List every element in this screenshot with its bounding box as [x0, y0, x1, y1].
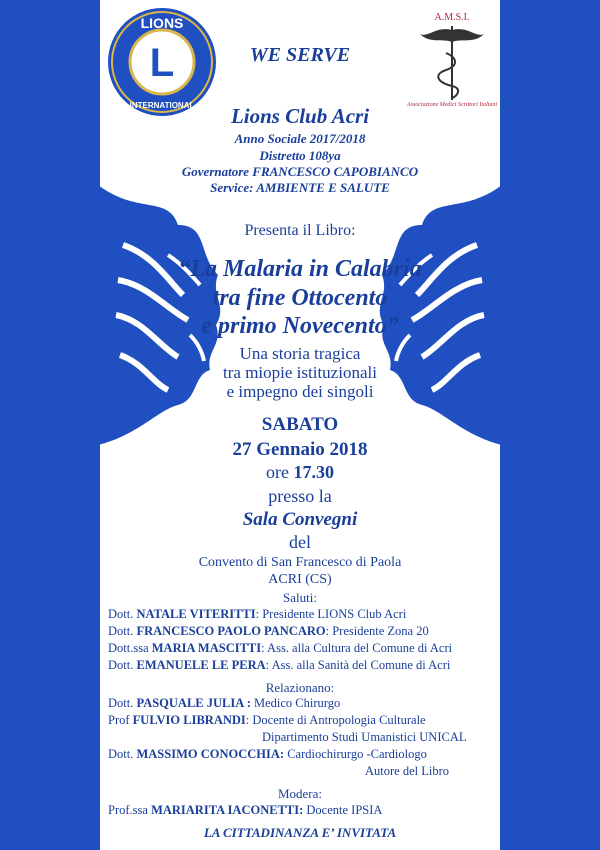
moderator-role: Docente IPSIA: [303, 803, 383, 817]
greeting-role: : Presidente LIONS Club Acri: [255, 607, 407, 621]
amsi-title: A.M.S.I.: [434, 12, 470, 23]
greeting-role: : Ass. alla Sanità del Comune di Acri: [265, 658, 451, 672]
lions-logo-text: LIONS: [140, 15, 184, 31]
book-title-line2: tra fine Ottocento: [212, 285, 388, 311]
event-hall: Sala Convegni: [242, 509, 358, 530]
greeting-name: EMANUELE LE PERA: [136, 658, 266, 672]
club-district: Distretto 108ya: [259, 148, 341, 163]
greeting-name: NATALE VITERITTI: [136, 607, 256, 621]
greeting-row: [108, 607, 406, 622]
event-city: ACRI (CS): [268, 572, 332, 587]
book-title-line3: e primo Novecento”: [201, 313, 399, 339]
speaker-name: MASSIMO CONOCCHIA:: [136, 747, 285, 761]
lions-logo-letter: L: [149, 41, 175, 85]
greeting-row: [108, 624, 429, 639]
moderator-heading: Modera:: [277, 786, 323, 801]
event-of: del: [289, 532, 311, 552]
greeting-row: [108, 641, 452, 656]
event-place-prefix: presso la: [268, 486, 332, 506]
speaker-row: [108, 747, 427, 762]
speaker-role-continuation: Autore del Libro: [365, 764, 450, 778]
book-subtitle-line2: tra miopie istituzionali: [223, 363, 377, 382]
invite-footer: LA CITTADINANZA E’ INVITATA: [203, 825, 397, 840]
event-time-row: [0, 462, 600, 483]
moderator-name: MARIARITA IACONETTI:: [151, 803, 304, 817]
club-name: Lions Club Acri: [230, 104, 370, 128]
amsi-ring-text: Associazione Medici Scrittori Italiani: [406, 102, 498, 108]
speaker-role-continuation: Dipartimento Studi Umanistici UNICAL: [262, 730, 467, 744]
greeting-row: [108, 658, 450, 673]
event-venue: Convento di San Francesco di Paola: [198, 555, 402, 570]
greeting-role: : Presidente Zona 20: [325, 624, 429, 638]
club-governor: Governatore FRANCESCO CAPOBIANCO: [181, 164, 419, 179]
motto: WE SERVE: [249, 44, 351, 66]
speaker-row: [108, 696, 340, 711]
moderator-row: [108, 803, 382, 818]
speaker-role: : Docente di Antropologia Culturale: [245, 713, 426, 727]
book-subtitle-line3: e impegno dei singoli: [226, 382, 374, 401]
event-time: 17.30: [293, 462, 334, 482]
speaker-title: Prof: [108, 713, 130, 727]
greeting-name: MARIA MASCITTI: [151, 641, 262, 655]
greeting-title: Dott.: [108, 658, 134, 672]
event-date: 27 Gennaio 2018: [232, 439, 368, 460]
greeting-title: Dott.ssa: [108, 641, 149, 655]
speaker-name: PASQUALE JULIA :: [136, 696, 251, 710]
event-time-prefix: ore: [266, 462, 289, 482]
speaker-name: FULVIO LIBRANDI: [132, 713, 246, 727]
club-year: Anno Sociale 2017/2018: [234, 131, 366, 146]
speaker-role: Cardiochirurgo -Cardiologo: [284, 747, 427, 761]
event-day: SABATO: [261, 414, 339, 435]
lions-logo-sub: INTERNATIONAL: [129, 101, 195, 110]
book-intro: Presenta il Libro:: [244, 222, 356, 239]
greeting-role: : Ass. alla Cultura del Comune di Acri: [261, 641, 453, 655]
greeting-title: Dott.: [108, 607, 134, 621]
club-service: Service: AMBIENTE E SALUTE: [210, 180, 390, 195]
greeting-title: Dott.: [108, 624, 134, 638]
speaker-row: [108, 713, 426, 728]
greetings-heading: Saluti:: [283, 590, 317, 605]
speakers-heading: Relazionano:: [265, 680, 335, 695]
greeting-name: FRANCESCO PAOLO PANCARO: [136, 624, 326, 638]
speaker-title: Dott.: [108, 696, 134, 710]
book-subtitle-line1: Una storia tragica: [239, 344, 361, 363]
speaker-role: Medico Chirurgo: [250, 696, 341, 710]
speaker-title: Dott.: [108, 747, 134, 761]
moderator-title: Prof.ssa: [108, 803, 148, 817]
book-title-line1: “La Malaria in Calabria: [178, 256, 422, 282]
